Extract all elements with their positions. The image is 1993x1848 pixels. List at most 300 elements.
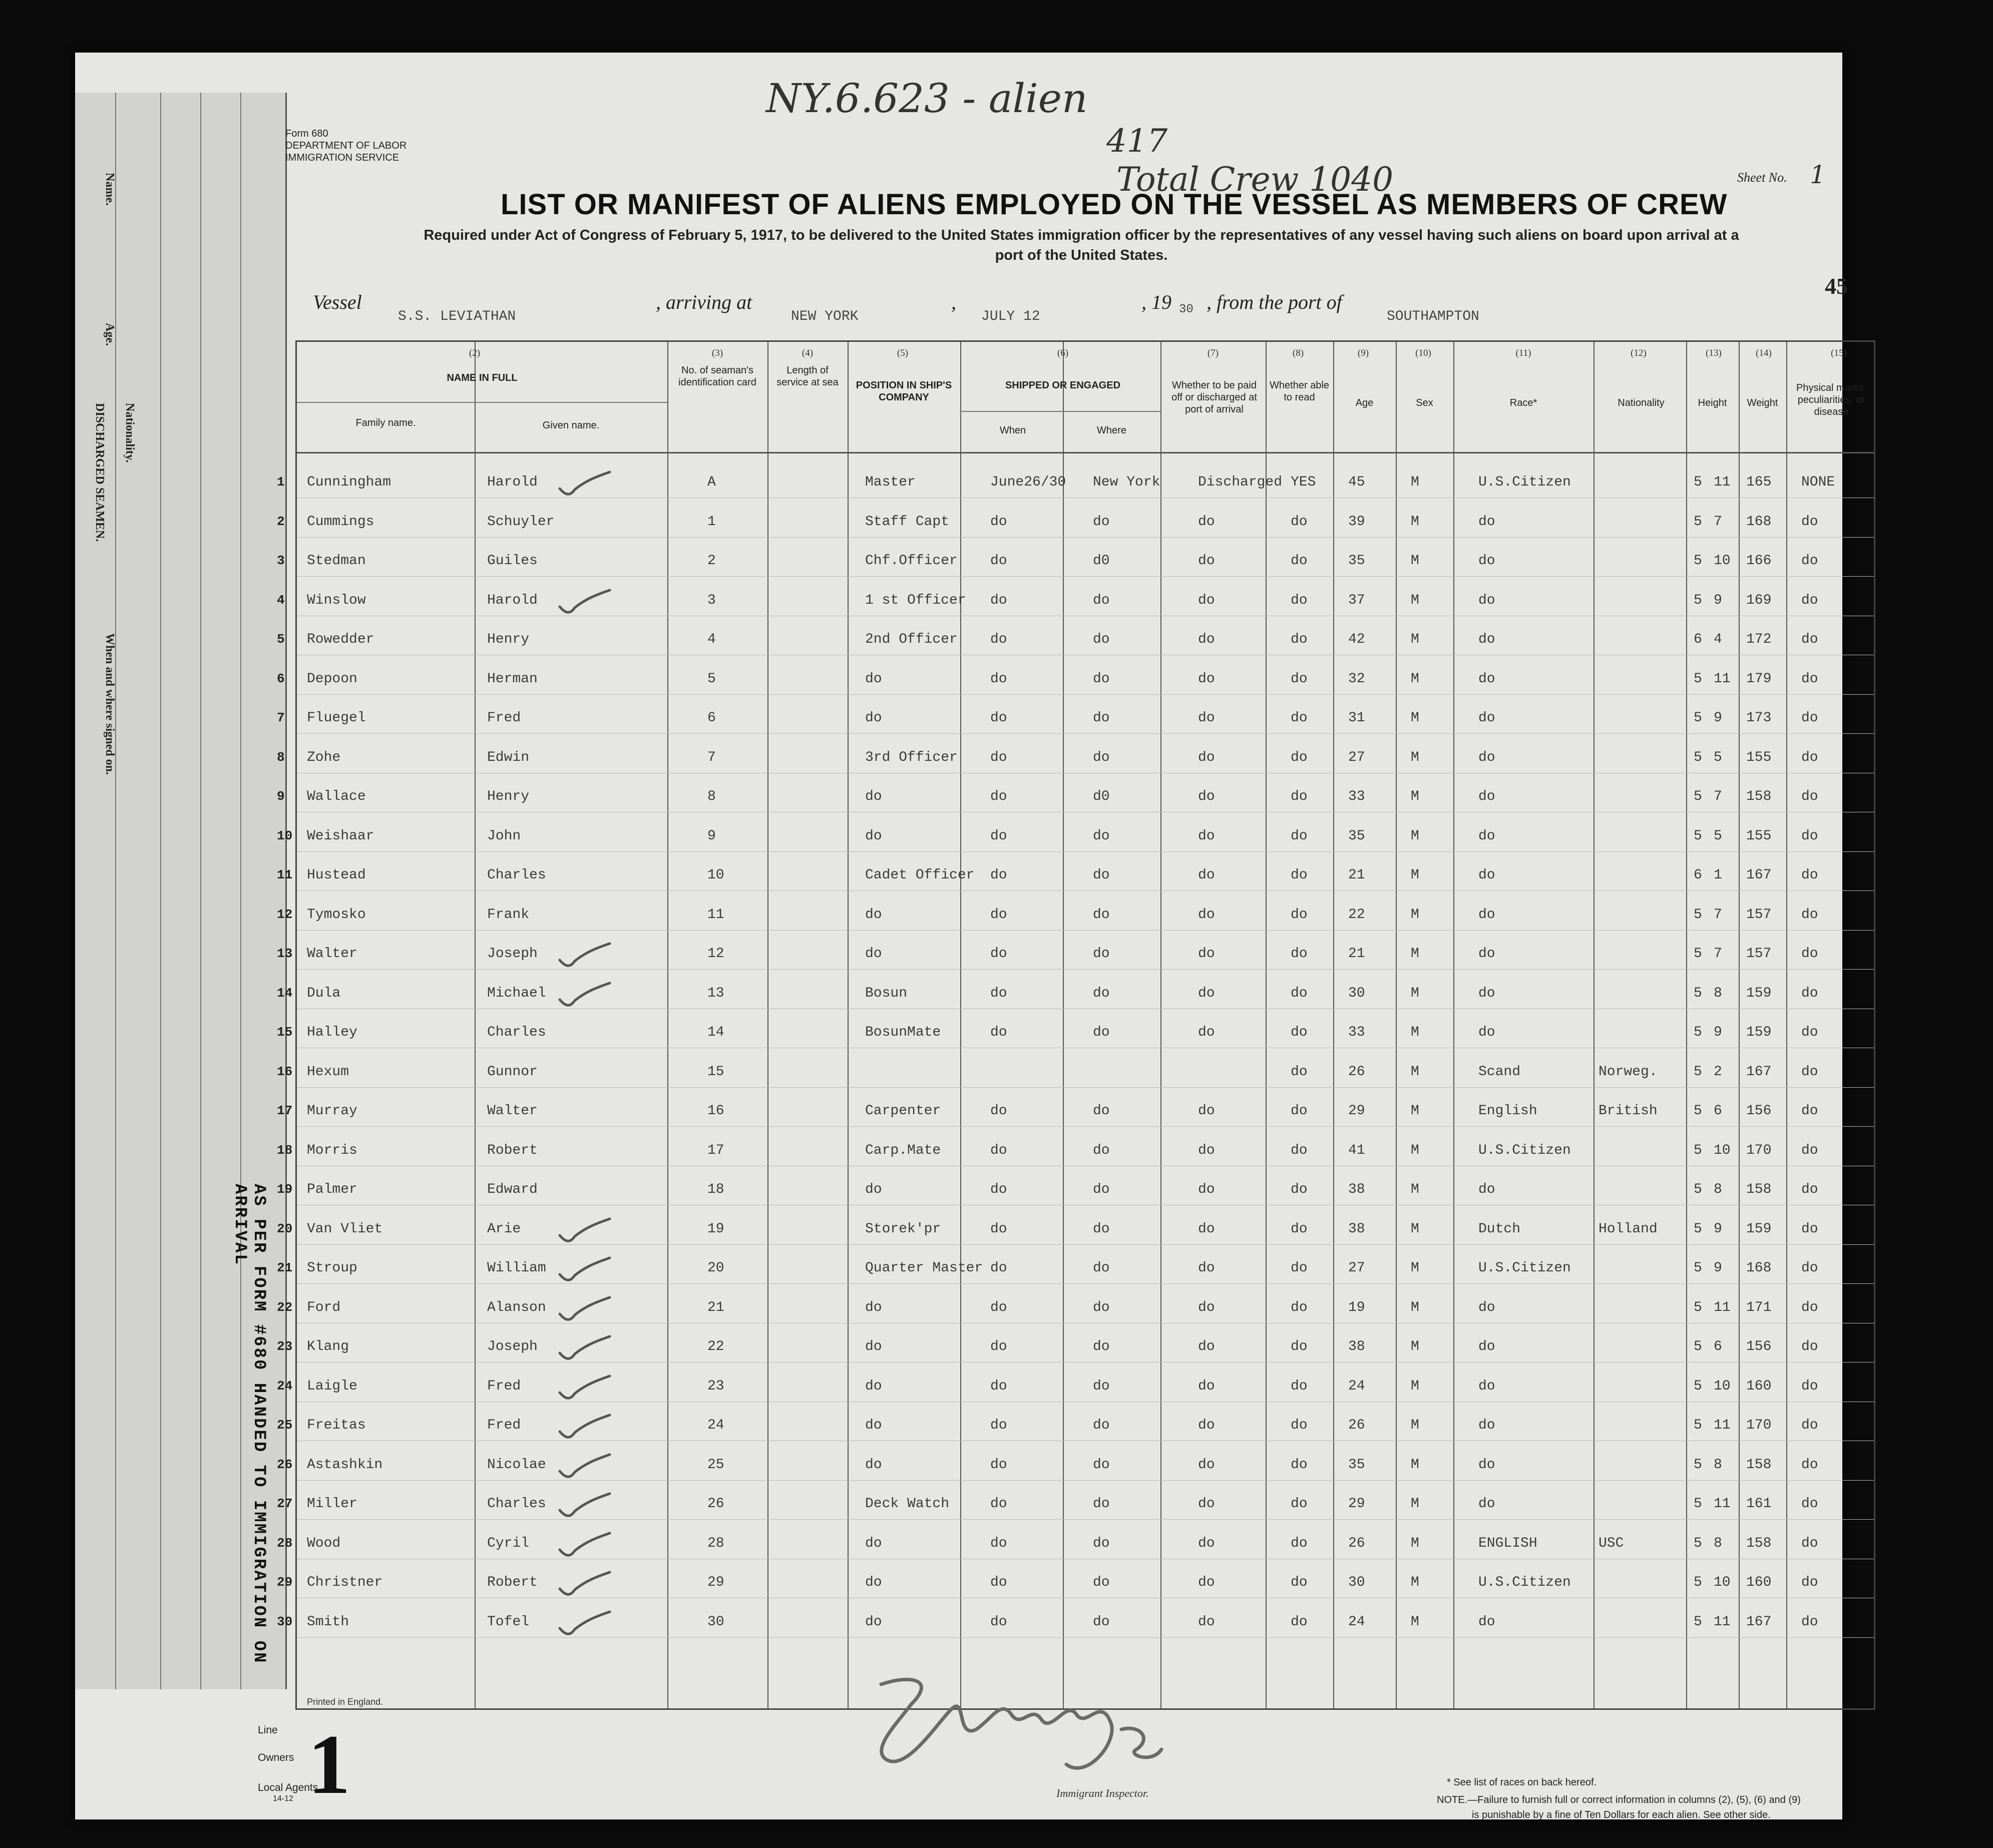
col-num-7: (7) [1207,348,1219,358]
height-inches-cell: 9 [1714,592,1722,608]
position-cell: do [865,946,882,962]
nationality-cell: Norweg. [1599,1064,1658,1080]
height-inches-cell: 7 [1714,906,1722,922]
family-name-cell: Freitas [307,1418,366,1433]
age-cell: 32 [1348,671,1365,687]
row-number: 9 [277,789,285,804]
vessel-name: S.S. LEVIATHAN [398,309,516,324]
age-cell: 19 [1348,1299,1365,1315]
position-cell: do [865,1378,882,1394]
position-cell: BosunMate [865,1025,941,1040]
able-to-read-cell: do [1291,1418,1308,1433]
height-inches-cell: 11 [1714,1299,1731,1315]
paid-off-cell: do [1198,1221,1215,1237]
owners-label: Owners [258,1752,294,1763]
id-card-cell: 8 [707,789,716,804]
line-label: Line [258,1724,278,1736]
weight-cell: 170 [1746,1418,1772,1433]
age-cell: 35 [1348,1457,1365,1473]
height-inches-cell: 8 [1714,1535,1722,1551]
able-to-read-cell: do [1291,985,1308,1001]
family-name-cell: Fluegel [307,710,366,726]
shipped-where-cell: do [1093,710,1110,726]
shipped-when-cell: do [990,1299,1007,1315]
id-card-cell: 10 [707,867,724,883]
check-mark [557,941,612,971]
row-number: 7 [277,710,285,725]
position-cell: Carp.Mate [865,1142,941,1158]
sex-cell: M [1411,867,1419,883]
check-mark [557,1609,612,1639]
arriving-label: , arriving at [656,291,752,313]
check-mark [557,1373,612,1404]
sex-cell: M [1411,789,1419,804]
height-feet-cell: 5 [1694,514,1702,530]
paid-off-cell: do [1198,985,1215,1001]
height-inches-cell: 11 [1714,475,1731,490]
check-mark [557,588,612,618]
shipped-when-cell: do [990,1221,1007,1237]
weight-cell: 179 [1746,671,1772,687]
age-cell: 29 [1348,1496,1365,1512]
height-feet-cell: 5 [1694,1418,1702,1433]
shipped-where-cell: do [1093,1025,1110,1040]
race-cell: do [1478,985,1495,1001]
row-number: 15 [277,1025,293,1040]
row-rule [297,537,1874,538]
paid-off-cell: do [1198,1418,1215,1433]
height-feet-cell: 5 [1694,906,1702,922]
sheet-number-value: 1 [1810,160,1826,189]
able-to-read-cell: do [1291,867,1308,883]
name-in-full-header: NAME IN FULL [447,372,518,383]
row-rule [297,890,1874,891]
given-name-cell: Charles [487,867,546,883]
physical-marks-cell: do [1801,1064,1818,1080]
paid-off-cell: do [1198,1025,1215,1040]
id-card-cell: 13 [707,985,724,1001]
id-card-cell: 12 [707,946,724,962]
age-cell: 31 [1348,710,1365,726]
check-mark [557,1452,612,1482]
height-inches-cell: 7 [1714,514,1722,530]
paid-off-cell: do [1198,1378,1215,1394]
sex-cell: M [1411,671,1419,687]
weight-cell: 158 [1746,1535,1772,1551]
check-mark [557,1255,612,1285]
sex-cell: M [1411,1025,1419,1040]
row-number: 19 [277,1182,293,1197]
row-number: 18 [277,1142,293,1158]
check-mark [557,1216,612,1246]
physical-marks-cell: do [1801,1142,1818,1158]
race-cell: do [1478,1299,1495,1315]
age-cell: 38 [1348,1339,1365,1354]
able-to-read-cell: do [1291,1339,1308,1354]
race-cell: do [1478,1025,1495,1040]
shipped-when-cell: do [990,1260,1007,1276]
height-feet-cell: 5 [1694,1496,1702,1512]
shipped-when-cell: do [990,1339,1007,1354]
position-header: POSITION IN SHIP'S COMPANY [856,380,952,403]
check-mark [557,1570,612,1600]
age-cell: 33 [1348,1025,1365,1040]
able-to-read-cell: do [1291,553,1308,569]
col-num-8: (8) [1292,348,1304,358]
race-cell: U.S.Citizen [1478,1260,1571,1276]
shipped-where-cell: do [1093,1614,1110,1630]
weight-cell: 171 [1746,1299,1772,1315]
race-cell: do [1478,1418,1495,1433]
height-feet-cell: 5 [1694,1182,1702,1197]
able-to-read-cell: do [1291,1103,1308,1119]
race-header: Race* [1509,397,1537,408]
given-name-cell: Joseph [487,1339,538,1354]
form-code: 14-12 [273,1794,293,1803]
position-cell: Cadet Officer [865,867,975,883]
family-name-cell: Ford [307,1299,341,1315]
physical-marks-cell: do [1801,985,1818,1001]
family-name-cell: Dula [307,985,341,1001]
row-rule [297,1126,1874,1127]
family-name-cell: Christner [307,1575,383,1590]
given-name-cell: Herman [487,671,538,687]
col-num-15: (15) [1831,348,1847,358]
height-feet-cell: 5 [1694,1025,1702,1040]
height-feet-cell: 5 [1694,1299,1702,1315]
age-cell: 30 [1348,985,1365,1001]
shipped-when-cell: do [990,1418,1007,1433]
shipped-where-cell: d0 [1093,553,1110,569]
sex-cell: M [1411,1535,1419,1551]
able-to-read-cell: do [1291,1496,1308,1512]
height-inches-cell: 1 [1714,867,1722,883]
height-feet-cell: 5 [1694,985,1702,1001]
weight-cell: 160 [1746,1575,1772,1590]
weight-cell: 165 [1746,475,1772,490]
height-inches-cell: 8 [1714,1182,1722,1197]
position-cell: do [865,1614,882,1630]
weight-cell: 158 [1746,789,1772,804]
position-cell: Quarter Master [865,1260,983,1276]
id-card-cell: 11 [707,906,724,922]
family-name-cell: Wallace [307,789,366,804]
race-cell: do [1478,671,1495,687]
able-to-read-cell: do [1291,906,1308,922]
col-num-14: (14) [1756,348,1772,358]
weight-cell: 168 [1746,514,1772,530]
sheet-number-label: Sheet No. [1737,170,1787,185]
physical-marks-cell: do [1801,1221,1818,1237]
position-cell: do [865,710,882,726]
given-name-cell: Charles [487,1496,546,1512]
races-note: * See list of races on back hereof. [1447,1777,1597,1788]
height-inches-cell: 10 [1714,553,1731,569]
race-cell: do [1478,867,1495,883]
height-feet-cell: 6 [1694,867,1702,883]
col-num-9: (9) [1357,348,1369,358]
position-cell: do [865,906,882,922]
weight-cell: 157 [1746,906,1772,922]
form-number: Form 680 [285,128,328,139]
age-cell: 37 [1348,592,1365,608]
physical-marks-cell: do [1801,1260,1818,1276]
physical-marks-cell: do [1801,1378,1818,1394]
age-cell: 39 [1348,514,1365,530]
shipped-where-cell: do [1093,1103,1110,1119]
given-name-header: Given name. [542,420,600,431]
position-cell: Staff Capt [865,514,950,530]
id-card-cell: 17 [707,1142,724,1158]
row-number: 10 [277,828,293,843]
able-to-read-cell: do [1291,1182,1308,1197]
paid-off-cell: do [1198,1299,1215,1315]
age-cell: 38 [1348,1221,1365,1237]
id-card-cell: 15 [707,1064,724,1080]
weight-cell: 157 [1746,946,1772,962]
shipped-when-cell: do [990,1457,1007,1473]
family-name-cell: Zohe [307,749,341,765]
id-card-cell: 6 [707,710,716,726]
height-inches-cell: 11 [1714,671,1731,687]
row-number: 4 [277,592,285,608]
able-to-read-cell: do [1291,828,1308,844]
paid-off-cell: do [1198,632,1215,647]
paid-off-cell: do [1198,867,1215,883]
given-name-cell: Tofel [487,1614,530,1630]
shipped-when-cell: do [990,632,1007,647]
inspector-signature [851,1664,1171,1794]
given-name-cell: Walter [487,1103,538,1119]
height-feet-cell: 5 [1694,1064,1702,1080]
row-number: 29 [277,1575,293,1590]
sex-cell: M [1411,749,1419,765]
sex-cell: M [1411,1182,1419,1197]
height-feet-cell: 5 [1694,710,1702,726]
id-card-cell: 26 [707,1496,724,1512]
given-name-cell: Robert [487,1575,538,1590]
given-name-cell: Harold [487,592,538,608]
weight-cell: 169 [1746,592,1772,608]
row-number: 5 [277,632,285,647]
paid-off-cell: do [1198,1182,1215,1197]
height-feet-cell: 5 [1694,1575,1702,1590]
given-name-cell: Frank [487,906,530,922]
physical-marks-cell: do [1801,1299,1818,1315]
shipped-where-cell: do [1093,1339,1110,1354]
position-cell: do [865,1182,882,1197]
row-number: 24 [277,1378,293,1394]
race-cell: do [1478,946,1495,962]
id-card-cell: 16 [707,1103,724,1119]
weight-cell: 170 [1746,1142,1772,1158]
family-name-cell: Halley [307,1025,357,1040]
height-inches-cell: 9 [1714,1260,1722,1276]
physical-marks-cell: do [1801,553,1818,569]
paid-off-cell: do [1198,789,1215,804]
shipped-where-cell: do [1093,1535,1110,1551]
row-rule [297,1637,1874,1638]
race-cell: do [1478,1457,1495,1473]
race-cell: do [1478,710,1495,726]
shipped-when-cell: do [990,789,1007,804]
weight-cell: 172 [1746,632,1772,647]
shipped-where-cell: do [1093,1457,1110,1473]
height-inches-cell: 6 [1714,1103,1722,1119]
age-cell: 27 [1348,1260,1365,1276]
family-name-cell: Hustead [307,867,366,883]
immigrant-inspector-label: Immigrant Inspector. [1056,1787,1149,1799]
shipped-when-cell: do [990,867,1007,883]
race-cell: do [1478,632,1495,647]
paid-off-cell: do [1198,671,1215,687]
weight-cell: 155 [1746,749,1772,765]
weight-cell: 167 [1746,1614,1772,1630]
height-feet-cell: 5 [1694,1339,1702,1354]
sex-cell: M [1411,1142,1419,1158]
given-name-cell: William [487,1260,546,1276]
given-name-cell: Henry [487,789,530,804]
row-number: 20 [277,1221,293,1236]
height-feet-cell: 5 [1694,553,1702,569]
handed-to-immigration-stamp: AS PER FORM #680 HANDED TO IMMIGRATION ON ARRIVAL [230,1184,268,1664]
race-cell: Dutch [1478,1221,1521,1237]
shipped-where-cell: do [1093,946,1110,962]
shipped-where-cell: do [1093,1260,1110,1276]
height-feet-cell: 5 [1694,1378,1702,1394]
able-to-read-cell: do [1291,1575,1308,1590]
shipped-where-cell: do [1093,1575,1110,1590]
position-cell: do [865,1575,882,1590]
shipped-when-cell: do [990,1535,1007,1551]
shipped-when-cell: do [990,749,1007,765]
family-name-cell: Tymosko [307,906,366,922]
shipped-where-cell: do [1093,1418,1110,1433]
given-name-cell: Guiles [487,553,538,569]
id-card-cell: 21 [707,1299,724,1315]
physical-marks-cell: do [1801,1182,1818,1197]
age-cell: 35 [1348,553,1365,569]
shipped-when-cell: do [990,946,1007,962]
able-to-read-cell: do [1291,1142,1308,1158]
col-num-2: (2) [469,348,481,358]
weight-cell: 167 [1746,867,1772,883]
position-cell: do [865,1418,882,1433]
height-feet-cell: 5 [1694,946,1702,962]
col-num-10: (10) [1415,348,1431,358]
physical-marks-cell: do [1801,1496,1818,1512]
id-card-cell: 1 [707,514,716,530]
position-cell: 2nd Officer [865,632,958,647]
shipped-where-cell: do [1093,749,1110,765]
shipped-where-cell: do [1093,1496,1110,1512]
height-inches-cell: 10 [1714,1142,1731,1158]
nationality-header: Nationality [1618,397,1665,408]
id-card-cell: 22 [707,1339,724,1354]
row-number: 3 [277,553,285,568]
race-cell: do [1478,1182,1495,1197]
family-name-cell: Cunningham [307,475,391,490]
race-cell: do [1478,749,1495,765]
alien-count-annotation: 417 [1106,123,1168,160]
when-header: When [999,425,1026,436]
row-number: 14 [277,985,293,1001]
paid-off-header: Whether to be paid off or discharged at port of arrival [1171,380,1257,415]
height-inches-cell: 7 [1714,946,1722,962]
given-name-cell: Henry [487,632,530,647]
shipped-where-cell: do [1093,906,1110,922]
family-name-cell: Miller [307,1496,357,1512]
race-cell: do [1478,1496,1495,1512]
height-inches-cell: 9 [1714,1025,1722,1040]
weight-cell: 155 [1746,828,1772,844]
given-name-cell: Gunnor [487,1064,538,1080]
row-rule [297,1244,1874,1245]
col-num-3: (3) [711,348,723,358]
weight-cell: 167 [1746,1064,1772,1080]
race-cell: do [1478,789,1495,804]
age-cell: 21 [1348,867,1365,883]
shipped-when-cell: do [990,1103,1007,1119]
shipped-where-cell: do [1093,1142,1110,1158]
family-name-cell: Hexum [307,1064,349,1080]
sex-cell: M [1411,828,1419,844]
physical-marks-cell: do [1801,906,1818,922]
id-card-cell: 23 [707,1378,724,1394]
shipped-where-cell: do [1093,1182,1110,1197]
row-rule [297,1480,1874,1481]
paid-off-cell: do [1198,1339,1215,1354]
race-cell: do [1478,1339,1495,1354]
given-name-cell: Robert [487,1142,538,1158]
age-cell: 26 [1348,1064,1365,1080]
id-card-cell: 18 [707,1182,724,1197]
family-name-cell: Morris [307,1142,357,1158]
binder-nationality-label: Nationality. [123,403,136,463]
weight-cell: 159 [1746,1221,1772,1237]
given-name-cell: Charles [487,1025,546,1040]
able-to-read-cell: do [1291,592,1308,608]
weight-cell: 168 [1746,1260,1772,1276]
paid-off-cell: do [1198,553,1215,569]
id-card-header: No. of seaman's identification card [678,365,756,388]
height-inches-cell: 11 [1714,1496,1731,1512]
paid-off-cell: do [1198,1142,1215,1158]
sex-cell: M [1411,553,1419,569]
able-to-read-cell: do [1291,671,1308,687]
sex-cell: M [1411,1260,1419,1276]
able-to-read-cell: do [1291,1535,1308,1551]
manifest-sheet: Name. Age. Nationality. DISCHARGED SEAMEN. When and where signed on. AS PER FORM #680 HANDED TO IMMIGRATION ON ARRIVAL Form 680 DEPARTMENT OF LABOR IMMIGRATION SERVICE NY.6.623 - alien 417 Total Crew 1040 Sheet No. 1 45 LIST OR MANIFEST OF ALIENS EMPLOYED ON THE VESSEL AS MEMBERS OF CREW Required under Act of Congress of February 5, 1917, to be delivered to the United States immigration officer by the representatives of any vessel having such aliens on board upon arrival at a port of the United States. Vessel S.S. LEVIATHAN , arriving at NEW YORK , JULY 12 , 19 30 , from the port of SOUTHAMPTON (2) (3) (4) (5) (6) (7) (8) (9) (10) (11) (12) (13) (14) (15) NAME IN FULL Family name. Given name. No. of seaman's identification card Length of service at sea POSITION IN SHIP'S COMPANY SHIPPED OR ENGAGED When Where Whether to be paid off or discharged at port of arrival Whether able to read Age Sex Race* Nationality Height Weight Physical marks, peculiarities, or disease 1 Cunningham Harold A Master June26/30 New York Discharged YES 45 M U.S.Citizen 5 11 165 NONE 2 Cummings Schuyler 1 Staff Capt do do do do 39 M do 5 7 168 do 3 Stedman Guiles 2 Chf.Officer do d0 do do 35 M do 5 10 166 do 4 Winslow Harold 3 1 st Officer do do do do 37 M do 5 9 169 do 5 Rowedder Henry 4 2nd Officer do do do do 42 M do 6 4 172 do 6 Depoon Herman 5 do do do do do 32 M do 5 11 179 do 7 Fluegel Fred 6 do do do do do 31 M do 5 9 173 do 8 Zohe Edwin 7 3rd Officer do do do do 27 M do 5 5 155 do 9 Wallace Henry 8 do do d0 do do 33 M do 5 7 158 do 10 Weishaar John 9 do do do do do 35 M do 5 5 155 do 11 Hustead Charles 10 Cadet Officer do do do do 21 M do 6 1 167 do 12 Tymosko Frank 11 do do do do do 22 M do 5 7 157 do 13 Walter Joseph 12 do do do do do 21 M do 5 7 157 do 14 Dula Michael 13 Bosun do do do do 30 M do 5 8 159 do 15 Halley Charles 14 BosunMate do do do do 33 M do 5 9 159 do 16 Hexum Gunnor 15 do 26 M Scand Norweg. 5 2 167 do 17 Murray Walter 16 Carpenter do do do do 29 M English British 5 6 156 do 18 Morris Robert 17 Carp.Mate do do do do 41 M U.S.Citizen 5 10 170 do 19 Palmer Edward 18 do do do do do 38 M do 5 8 158 do 20 Van Vliet Arie 19 Storek'pr do do do do 38 M Dutch Holland 5 9 159 do 21 Stroup William 20 Quarter Master do do do do 27 M U.S.Citizen 5 9 168 do 22 Ford Alanson 21 do do do do do 19 M do 5 11 171 do 23 Klang Joseph 22 do do do do do 38 M do 5 6 156 do 24 Laigle Fred 23 do do do do do 24 M do 5 10 160 do 25 Freitas Fred 24 do do do do do 26 M do 5 11 170 do 26 Astashkin Nicolae 25 do do do do do 35 M do 5 8 158 do 27 Miller Charles 26 Deck Watch do do do do 29 M do 5 11 161 do 28 Wood Cyril 28 do do do do do 26 M ENGLISH USC 5 8 158 do 29 Christner Robert 29 do do do do do 30 M U.S.Citizen 5 10 160 do 30 Smith Tofel 30 do do do do do 24 M do 5 11 167 do Printed in England. Line Owners Local Agents 14-12 1 Immigrant Inspector. * See list of races on back hereof. NOTE.—Failure to furnish full or correct information in columns (2), (5), (6) and (9) is punishable by a fine of Ten Dollars for each alien. See other side. [75,53,1842,1819]
position-cell: Chf.Officer [865,553,958,569]
able-to-read-cell: do [1291,1064,1308,1080]
shipped-where-cell: do [1093,592,1110,608]
weight-cell: 156 [1746,1339,1772,1354]
check-mark [557,470,612,500]
id-card-cell: 2 [707,553,716,569]
physical-marks-cell: do [1801,592,1818,608]
height-inches-cell: 11 [1714,1614,1731,1630]
id-card-cell: 28 [707,1535,724,1551]
height-inches-cell: 2 [1714,1064,1722,1080]
race-cell: do [1478,592,1495,608]
able-to-read-header: Whether able to read [1270,380,1329,403]
position-cell: Bosun [865,985,908,1001]
height-inches-cell: 5 [1714,828,1722,844]
id-card-cell: 4 [707,632,716,647]
paid-off-cell: do [1198,946,1215,962]
form-header [285,128,407,164]
